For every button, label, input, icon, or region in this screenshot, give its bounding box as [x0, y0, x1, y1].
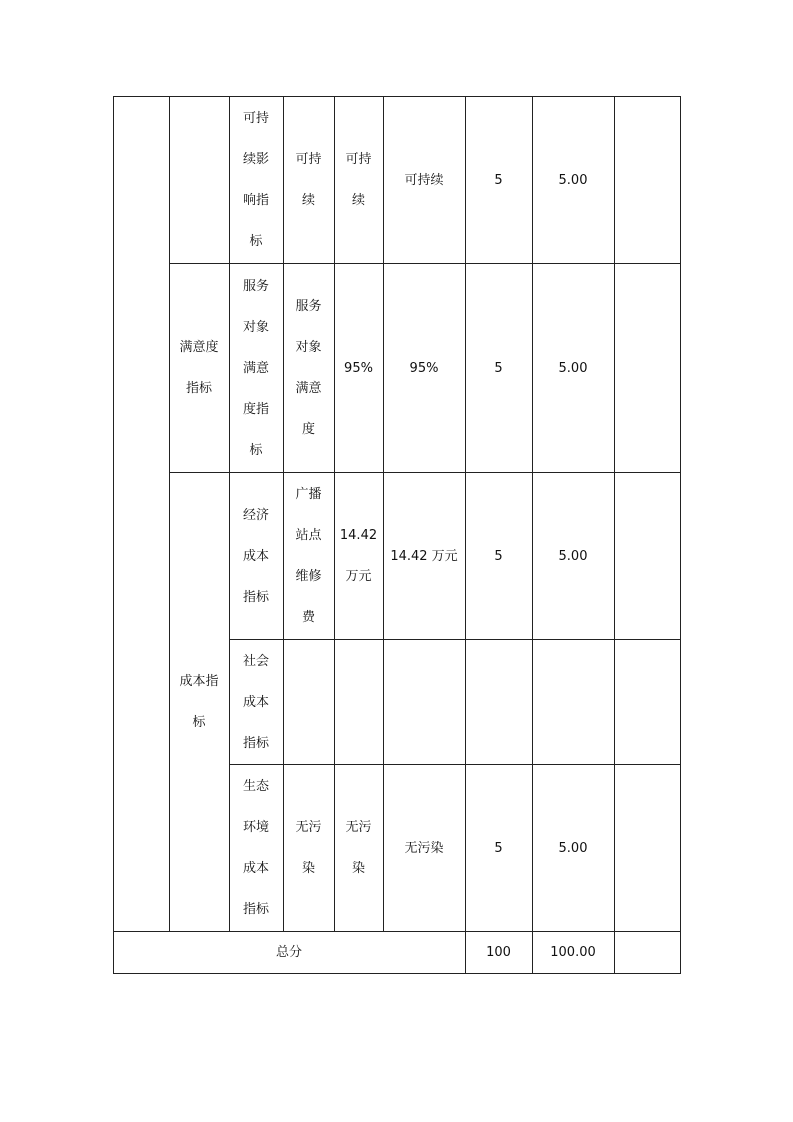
total-score-cell: 100.00: [550, 945, 596, 960]
weight-cell: 5: [494, 548, 503, 564]
score-cell: 5.00: [558, 548, 588, 564]
score-cell: [532, 640, 614, 764]
tertiary-indicator-cell: 生态 环境 成本 指标: [242, 779, 269, 917]
secondary-indicator-cell: 满意度 指标: [179, 340, 219, 396]
actual-value-cell: 14.42 万元: [390, 548, 458, 564]
weight-cell: 5: [494, 360, 503, 376]
tertiary-indicator-cell: 服务 对象 满意 度指 标: [242, 278, 269, 458]
indicator-content-cell: 服务 对象 满意 度: [295, 299, 322, 437]
target-value-cell: 95%: [344, 360, 373, 376]
target-value-cell: [334, 640, 383, 764]
actual-value-cell: [383, 640, 465, 764]
indicator-content-cell: 广播 站点 维修 费: [295, 487, 322, 625]
target-value-cell: 14.42 万元: [339, 528, 378, 584]
tertiary-indicator-cell: 可持 续影 响指 标: [242, 111, 269, 249]
grid-line: [113, 973, 681, 974]
indicator-content-cell: 无污 染: [295, 820, 322, 876]
remark-cell: [614, 765, 680, 931]
target-value-cell: 可持 续: [345, 152, 372, 208]
actual-value-cell: 95%: [409, 360, 439, 376]
score-cell: 5.00: [558, 360, 588, 376]
total-weight-cell: 100: [486, 945, 511, 960]
grid-line: [113, 96, 114, 974]
remark-cell: [614, 264, 680, 472]
remark-cell: [614, 97, 680, 263]
score-cell: 5.00: [558, 840, 588, 856]
score-cell: 5.00: [558, 172, 588, 188]
remark-cell: [614, 640, 680, 764]
tertiary-indicator-cell: 社会 成本 指标: [242, 653, 269, 751]
tertiary-indicator-cell: 经济 成本 指标: [242, 507, 269, 605]
remark-cell: [614, 473, 680, 639]
total-label-cell: 总分: [275, 945, 302, 960]
secondary-indicator-cell: 成本指 标: [179, 674, 219, 730]
weight-cell: 5: [494, 840, 503, 856]
grid-line: [680, 96, 681, 974]
indicator-content-cell: 可持 续: [295, 152, 322, 208]
weight-cell: [465, 640, 532, 764]
target-value-cell: 无污 染: [345, 820, 372, 876]
total-remark-cell: [614, 932, 680, 973]
actual-value-cell: 可持续: [404, 172, 444, 188]
indicator-content-cell: [283, 640, 334, 764]
actual-value-cell: 无污染: [404, 840, 444, 856]
weight-cell: 5: [494, 172, 503, 188]
